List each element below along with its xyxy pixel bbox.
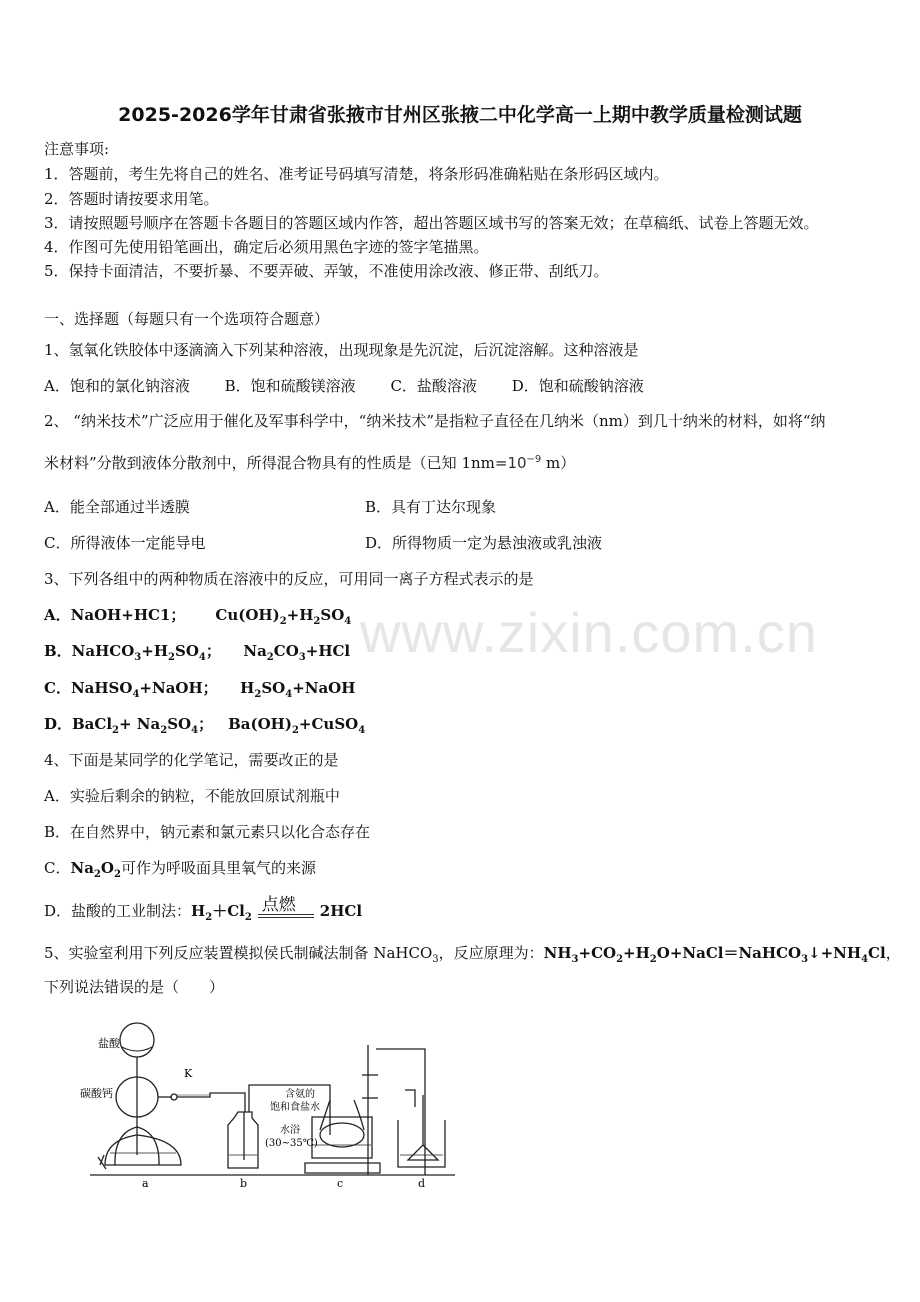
label-brine1: 含氨的 (285, 1089, 315, 1100)
q5-text-mid: ，反应原理为： (438, 944, 544, 962)
q3-option-a: A．NaOH+HC1； $Cu(OH)_2+H_2SO_4$ (44, 606, 352, 627)
power-ten (507, 454, 541, 472)
ignite-label: 点燃 (261, 895, 296, 915)
option-b: B．饱和硫酸镁溶液 (224, 377, 356, 395)
watermark: www.zixin.com.cn (360, 601, 818, 664)
q2-option-a: A．能全部通过半透膜 (44, 498, 190, 516)
label-b: b (240, 1177, 248, 1190)
q3-option-c: C．NaHSO$_4$+NaOH； $H_2SO_4+NaOH$ (44, 679, 356, 700)
q4-option-b: B．在自然界中，钠元素和氯元素只以化合态存在 (44, 823, 371, 841)
ignite-condition (258, 895, 314, 920)
label-k: K (184, 1067, 193, 1080)
question-2-text: 米材料”分散到液体分散剂中，所得混合物具有的性质是（已知 1nm= (44, 454, 508, 472)
q4-option-c-text: 可作为呼吸面具里氧气的来源 (120, 859, 316, 877)
notice-item: 3．请按照题号顺序在答题卡各题目的答题区域内作答，超出答题区域书写的答案无效；在草稿纸、试卷上答题无效。 (44, 214, 819, 232)
section-heading: 一、选择题（每题只有一个选项符合题意） (44, 310, 330, 328)
q4-option-d: D．盐酸的工业制法：$H_2+Cl_2$ 点燃 2HCl (44, 900, 362, 923)
question-2-line2 (44, 452, 575, 473)
power-exp: −9 (526, 454, 542, 465)
question-4-stem: 4、下面是某同学的化学笔记，需要改正的是 (44, 751, 339, 769)
label-c: c (337, 1177, 344, 1190)
label-hcl: 盐酸 (98, 1037, 120, 1050)
q2-option-b: B．具有丁达尔现象 (365, 498, 497, 516)
question-3-stem: 3、下列各组中的两种物质在溶液中的反应，可用同一离子方程式表示的是 (44, 570, 534, 588)
q4-option-d-label: D．盐酸的工业制法： (44, 902, 192, 920)
q3-option-d: D．BaCl$_2$+ $Na_2SO_4$； $Ba(OH)_2+CuSO_4$ (44, 715, 366, 736)
q4-option-a: A．实验后剩余的钠粒，不能放回原试剂瓶中 (44, 787, 340, 805)
page-title: 2025-2026学年甘肃省张掖市甘州区张掖二中化学高一上期中教学质量检测试题 (118, 104, 802, 126)
label-bath1: 水浴 (280, 1125, 300, 1136)
notice-item: 1．答题前，考生先将自己的姓名、准考证号码填写清楚，将条形码准确粘贴在条形码区域内。 (44, 165, 669, 183)
label-bath2: (30~35℃) (265, 1138, 318, 1149)
q2-option-c: C．所得液体一定能导电 (44, 534, 206, 552)
question-1-options (44, 375, 644, 396)
question-5-line2: 下列说法错误的是（ ） (44, 978, 225, 996)
question-2-text-end: m） (541, 454, 576, 472)
notice-item: 5．保持卡面清洁，不要折暴、不要弄破、弄皱，不准使用涂改液、修正带、刮纸刀。 (44, 262, 609, 280)
apparatus-figure (80, 1015, 480, 1190)
notice-item: 2．答题时请按要求用笔。 (44, 190, 219, 208)
question-5-line1: 5、实验室利用下列反应装置模拟侯氏制碱法制备 NaHCO$_3$，反应原理为：$NH_3+CO_2+H_2O+NaCl=NaHCO_3↓+NH_4Cl$， (44, 944, 901, 965)
question-2-line1: 2、 “纳米技术”广泛应用于催化及军事科学中，“纳米技术”是指粒子直径在几纳米（nm）到几十纳米的材料，如将“纳 (44, 412, 826, 430)
q5-text: 5、实验室利用下列反应装置模拟侯氏制碱法制备 NaHCO (44, 944, 433, 962)
option-d: D．饱和硫酸钠溶液 (511, 377, 644, 395)
q4-option-c: C．$Na_2O_2$可作为呼吸面具里氧气的来源 (44, 859, 316, 880)
power-base: 10 (507, 454, 527, 472)
label-d: d (418, 1177, 426, 1190)
option-a: A．饱和的氯化钠溶液 (44, 377, 190, 395)
label-brine2: 饱和食盐水 (270, 1102, 320, 1113)
notice-heading: 注意事项: (44, 140, 110, 158)
option-c: C．盐酸溶液 (390, 377, 477, 395)
label-a: a (142, 1177, 149, 1190)
label-caco3: 碳酸钙 (80, 1087, 113, 1100)
q3-option-b: B．$NaHCO_3+H_2SO_4$； $Na_2CO_3+HCl$ (44, 642, 351, 663)
q2-option-d: D．所得物质一定为悬浊液或乳浊液 (365, 534, 603, 552)
notice-item: 4．作图可先使用铅笔画出，确定后必须用黑色字迹的签字笔描黑。 (44, 238, 489, 256)
question-1-stem: 1、氢氧化铁胶体中逐滴滴入下列某种溶液，出现现象是先沉淀，后沉淀溶解。这种溶液是 (44, 341, 639, 359)
